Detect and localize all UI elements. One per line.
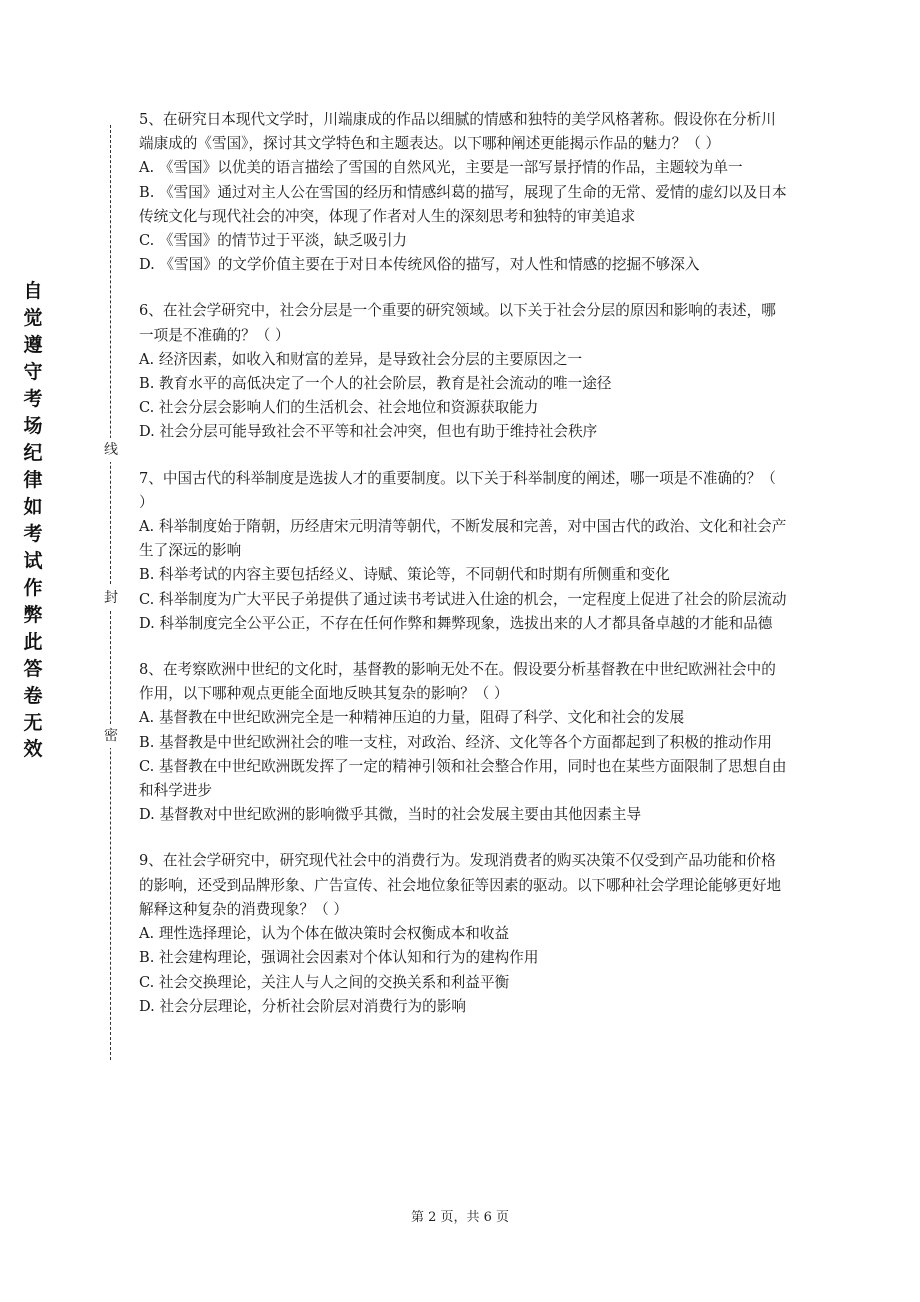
page-number: 第 2 页，共 6 页: [410, 1210, 510, 1225]
exam-discipline-notice: 自觉遵守考场纪律如考试作弊此答卷无效: [23, 280, 43, 761]
question-stem: 6、在社会学研究中，社会分层是一个重要的研究领域。以下关于社会分层的原因和影响的表述，哪一项是不准确的？（ ）: [139, 302, 776, 344]
option-a: A. 经济因素，如收入和财富的差异，是导致社会分层的主要原因之一: [139, 350, 583, 368]
question-stem: 9、在社会学研究中，研究现代社会中的消费行为。发现消费者的购买决策不仅受到产品功能和价格的影响，还受到品牌形象、广告宣传、社会地位象征等因素的驱动。以下哪种社会学理论能够更好地解释这种复杂的消费现象？（ ）: [139, 852, 782, 918]
option-d: D. 社会分层可能导致社会不平等和社会冲突，但也有助于维持社会秩序: [139, 423, 598, 441]
option-a: A. 《雪国》以优美的语言描绘了雪国的自然风光，主要是一部写景抒情的作品，主题较为单一: [139, 159, 743, 177]
option-d: D. 社会分层理论，分析社会阶层对消费行为的影响: [139, 997, 466, 1015]
option-a: A. 基督教在中世纪欧洲完全是一种精神压迫的力量，阻碍了科学、文化和社会的发展: [139, 709, 685, 727]
question-stem: 7、中国古代的科举制度是选拔人才的重要制度。以下关于科举制度的阐述，哪一项是不准确的？（ ）: [139, 469, 776, 511]
binding-mark-seal: 封: [103, 586, 119, 610]
option-b: B. 科举考试的内容主要包括经义、诗赋、策论等，不同朝代和时期有所侧重和变化: [139, 566, 670, 584]
question-8: [139, 658, 787, 827]
question-stem: 8、在考察欧洲中世纪的文化时，基督教的影响无处不在。假设要分析基督教在中世纪欧洲社会中的作用，以下哪种观点更能全面地反映其复杂的影响？（ ）: [139, 661, 776, 703]
option-c: C. 社会交换理论，关注人与人之间的交换关系和利益平衡: [139, 973, 510, 991]
question-6: [139, 299, 787, 444]
option-c: C. 基督教在中世纪欧洲既发挥了一定的精神引领和社会整合作用，同时也在某些方面限制了思想自由和科学进步: [139, 757, 787, 800]
option-c: C. 科举制度为广大平民子弟提供了通过读书考试进入仕途的机会，一定程度上促进了社会的阶层流动: [139, 590, 787, 608]
question-9: [139, 849, 787, 1018]
question-list: [139, 108, 787, 1041]
question-stem: 5、在研究日本现代文学时，川端康成的作品以细腻的情感和独特的美学风格著称。假设你在分析川端康成的《雪国》，探讨其文学特色和主题表达。以下哪种阐述更能揭示作品的魅力？（ ）: [139, 111, 776, 153]
option-d: D. 基督教对中世纪欧洲的影响微乎其微，当时的社会发展主要由其他因素主导: [139, 806, 642, 824]
binding-mark-secret: 密: [103, 724, 119, 748]
option-b: B. 教育水平的高低决定了一个人的社会阶层，教育是社会流动的唯一途径: [139, 375, 612, 393]
question-7: [139, 467, 787, 636]
option-a: A. 理性选择理论，认为个体在做决策时会权衡成本和收益: [139, 925, 510, 943]
option-d: D. 《雪国》的文学价值主要在于对日本传统风俗的描写，对人性和情感的挖掘不够深入: [139, 256, 700, 274]
binding-mark-line: 线: [103, 438, 119, 462]
option-c: C. 《雪国》的情节过于平淡，缺乏吸引力: [139, 232, 408, 250]
option-c: C. 社会分层会影响人们的生活机会、社会地位和资源获取能力: [139, 399, 539, 417]
question-5: [139, 108, 787, 277]
option-a: A. 科举制度始于隋朝，历经唐宋元明清等朝代，不断发展和完善，对中国古代的政治、文化和社会产生了深远的影响: [139, 518, 787, 560]
option-b: B. 社会建构理论，强调社会因素对个体认知和行为的建构作用: [139, 949, 539, 967]
option-b: B. 《雪国》通过对主人公在雪国的经历和情感纠葛的描写，展现了生命的无常、爱情的虚幻以及日本传统文化与现代社会的冲突，体现了作者对人生的深刻思考和独特的审美追求: [139, 183, 787, 225]
option-d: D. 科举制度完全公平公正，不存在任何作弊和舞弊现象，选拔出来的人才都具备卓越的才能和品德: [139, 614, 773, 632]
option-b: B. 基督教是中世纪欧洲社会的唯一支柱，对政治、经济、文化等各个方面都起到了积极的推动作用: [139, 733, 772, 751]
